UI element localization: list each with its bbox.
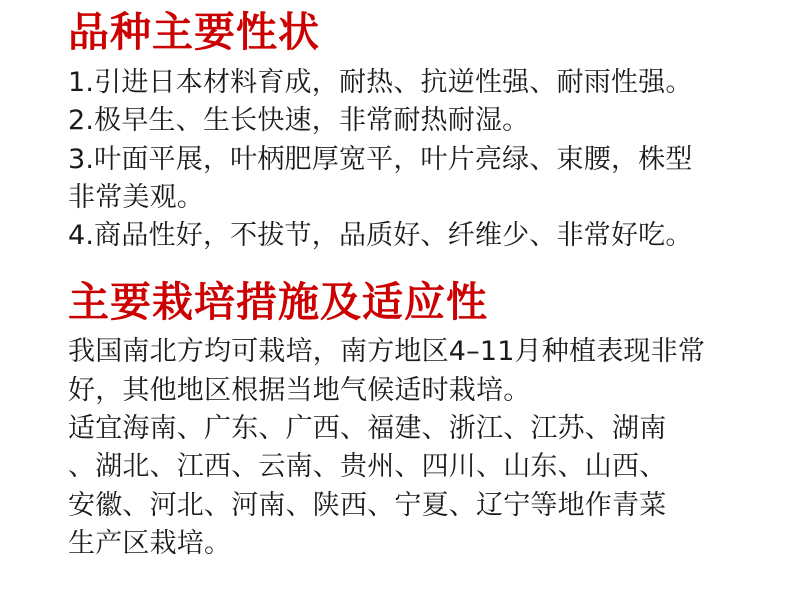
list-item: 非常美观。 (68, 181, 204, 213)
paragraph-line: 生产区栽培。 (68, 528, 232, 560)
section-body-variety-traits (68, 64, 760, 256)
section-title-variety-traits: 品种主要性状 (68, 8, 320, 56)
list-item: 2.极早生、生长快速，非常耐热耐湿。 (68, 105, 530, 137)
section-cultivation-measures (68, 277, 760, 564)
section-variety-traits (68, 10, 760, 256)
paragraph-line: 我国南北方均可栽培，南方地区4–11月种植表现非常 (68, 336, 706, 368)
paragraph-line: 安徽、河北、河南、陕西、宁夏、辽宁等地作青菜 (68, 489, 667, 521)
list-item: 3.叶面平展，叶柄肥厚宽平，叶片亮绿、束腰，株型 (68, 143, 693, 175)
list-item: 1.引进日本材料育成，耐热、抗逆性强、耐雨性强。 (68, 66, 693, 98)
list-item: 4.商品性好，不拔节，品质好、纤维少、非常好吃。 (68, 220, 693, 252)
section-title-cultivation-measures: 主要栽培措施及适应性 (68, 277, 488, 326)
paragraph-line: 、湖北、江西、云南、贵州、四川、山东、山西、 (68, 451, 667, 483)
section-body-cultivation-measures (68, 333, 760, 563)
paragraph-line: 好，其他地区根据当地气候适时栽培。 (68, 374, 531, 406)
paragraph-line: 适宜海南、广东、广西、福建、浙江、江苏、湖南 (68, 413, 667, 445)
